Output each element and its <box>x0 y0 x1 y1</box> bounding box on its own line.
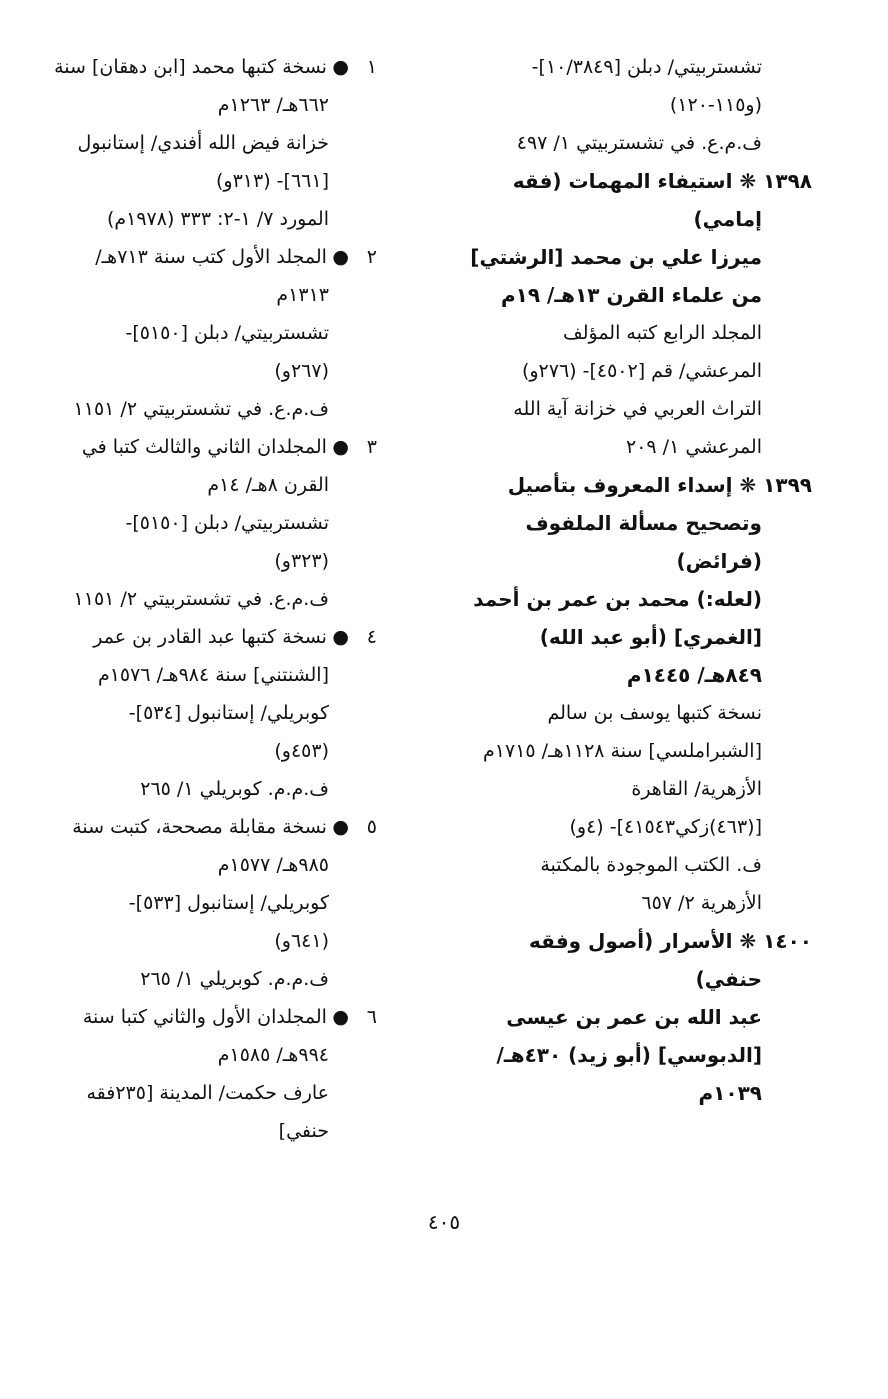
item-text: نسخة كتبها محمد [ابن دهقان] سنة <box>54 56 327 78</box>
text-line: (٤٥٣و) <box>274 740 329 762</box>
text-line: [الشبراملسي] سنة ١١٢٨هـ/ ١٧١٥م <box>483 740 762 762</box>
text-line: الأزهرية ٢/ ٦٥٧ <box>641 892 762 914</box>
entry-mark-icon: ❋ <box>739 473 757 497</box>
text-line: ف. الكتب الموجودة بالمكتبة <box>540 854 762 876</box>
entry-heading-1398 <box>432 162 812 200</box>
entry-author: عبد الله بن عمر بن عيسى <box>506 1005 762 1029</box>
item-text: المجلدان الأول والثاني كتبا سنة <box>82 1006 327 1028</box>
text-line: الأزهرية/ القاهرة <box>631 778 762 800</box>
entry-title: الأسرار (أصول وفقه <box>529 929 733 953</box>
entry-heading-1400 <box>432 922 812 960</box>
bullet-icon: ● <box>332 56 349 78</box>
bullet-icon: ● <box>332 436 349 458</box>
text-line: نسخة كتبها يوسف بن سالم <box>547 702 762 724</box>
text-line: ف.م.ع. في تشستربيتي ٢/ ١١٥١ <box>73 398 329 420</box>
text-line: المجلد الرابع كتبه المؤلف <box>563 322 762 344</box>
text-line: كوبريلي/ إستانبول [٥٣٤]- <box>128 702 329 724</box>
text-line: المرعشي/ قم [٤٥٠٢]- (٢٧٦و) <box>521 360 762 382</box>
text-line: ٦٦٢هـ/ ١٢٦٣م <box>217 94 329 116</box>
text-line: حنفي] <box>278 1120 329 1142</box>
entry-title: استيفاء المهمات (فقه <box>512 169 733 193</box>
item-number: ٢ <box>366 246 377 268</box>
text-line: التراث العربي في خزانة آية الله <box>513 398 762 420</box>
text-line: [(٤٦٣)زكي٤١٥٤٣]- (٤و) <box>569 816 762 838</box>
bullet-icon: ● <box>332 1006 349 1028</box>
item-text: المجلدان الثاني والثالث كتبا في <box>81 436 327 458</box>
list-item <box>42 48 377 86</box>
text-line: (و١١٥-١٢٠) <box>669 94 762 116</box>
text-line: تشستربيتي/ دبلن [١٠/٣٨٤٩]- <box>531 56 762 78</box>
item-number: ٥ <box>366 816 377 838</box>
text-line: كوبريلي/ إستانبول [٥٣٣]- <box>128 892 329 914</box>
list-item <box>42 428 377 466</box>
text-line: تشستربيتي/ دبلن [٥١٥٠]- <box>125 322 329 344</box>
text-line: (٣٢٣و) <box>274 550 329 572</box>
entry-number: ١٣٩٨ <box>763 169 812 193</box>
text-line: عارف حكمت/ المدينة [٢٣٥فقه <box>86 1082 329 1104</box>
list-item <box>42 808 377 846</box>
text-line: ف.م.م. كوبريلي ١/ ٢٦٥ <box>140 778 329 800</box>
text-line: ف.م.ع. في تشستربيتي ٢/ ١١٥١ <box>73 588 329 610</box>
text-line: ٩٩٤هـ/ ١٥٨٥م <box>217 1044 329 1066</box>
entry-mark-icon: ❋ <box>739 929 757 953</box>
entry-title-cont: إمامي) <box>693 207 762 231</box>
left-column <box>42 48 377 1150</box>
entry-mark-icon: ❋ <box>739 169 757 193</box>
text-line: ٩٨٥هـ/ ١٥٧٧م <box>217 854 329 876</box>
entry-heading-1399 <box>432 466 812 504</box>
item-number: ٦ <box>366 1006 377 1028</box>
item-text: نسخة كتبها عبد القادر بن عمر <box>93 626 327 648</box>
entry-author: [الدبوسي] (أبو زيد) ٤٣٠هـ/ <box>496 1043 762 1067</box>
item-text: المجلد الأول كتب سنة ٧١٣هـ/ <box>95 246 327 268</box>
item-number: ٣ <box>366 436 377 458</box>
text-line: المورد ٧/ ١-٢: ٣٣٣ (١٩٧٨م) <box>106 208 329 230</box>
list-item <box>42 998 377 1036</box>
entry-number: ١٣٩٩ <box>763 473 812 497</box>
entry-author: ٨٤٩هـ/ ١٤٤٥م <box>626 663 762 687</box>
entry-title: إسداء المعروف بتأصيل <box>507 473 733 497</box>
text-line: ف.م.م. كوبريلي ١/ ٢٦٥ <box>140 968 329 990</box>
text-line: القرن ٨هـ/ ١٤م <box>207 474 329 496</box>
text-line: ١٣١٣م <box>276 284 329 306</box>
text-line: (٢٦٧و) <box>274 360 329 382</box>
right-column <box>432 48 812 1112</box>
entry-author: (لعله:) محمد بن عمر بن أحمد <box>473 587 762 611</box>
bullet-icon: ● <box>332 626 349 648</box>
text-line: تشستربيتي/ دبلن [٥١٥٠]- <box>125 512 329 534</box>
text-line: المرعشي ١/ ٢٠٩ <box>626 436 762 458</box>
entry-number: ١٤٠٠ <box>763 929 812 953</box>
list-item <box>42 238 377 276</box>
entry-title-cont: وتصحيح مسألة الملفوف <box>525 511 762 535</box>
item-number: ١ <box>366 56 377 78</box>
bullet-icon: ● <box>332 816 349 838</box>
item-text: نسخة مقابلة مصححة، كتبت سنة <box>72 816 327 838</box>
text-line: [الشنتني] سنة ٩٨٤هـ/ ١٥٧٦م <box>97 664 329 686</box>
page-number: ٤٠٥ <box>427 1210 461 1234</box>
text-line: (٦٤١و) <box>274 930 329 952</box>
item-number: ٤ <box>366 626 377 648</box>
list-item <box>42 618 377 656</box>
bullet-icon: ● <box>332 246 349 268</box>
entry-author: [الغمري] (أبو عبد الله) <box>539 625 762 649</box>
entry-author: ميرزا علي بن محمد [الرشتي] <box>470 245 762 269</box>
text-line: [٦٦١]- (٣١٣و) <box>216 170 329 192</box>
entry-title-cont: حنفي) <box>695 967 762 991</box>
entry-author: ١٠٣٩م <box>698 1081 762 1105</box>
entry-author: من علماء القرن ١٣هـ/ ١٩م <box>500 283 762 307</box>
text-line: خزانة فيض الله أفندي/ إستانبول <box>77 132 329 154</box>
entry-title-cont: (فرائض) <box>676 549 762 573</box>
text-line: ف.م.ع. في تشستربيتي ١/ ٤٩٧ <box>516 132 762 154</box>
